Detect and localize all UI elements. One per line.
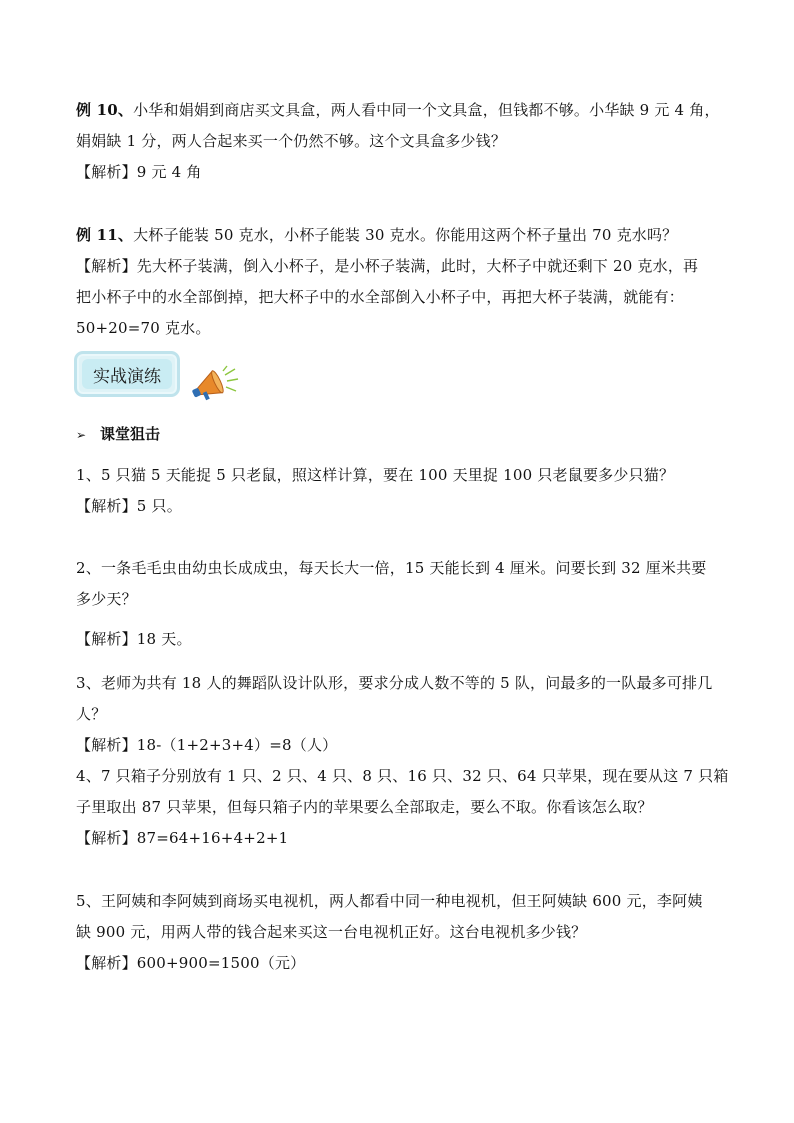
example-11-line-1 [76,225,677,245]
example-10-answer: 【解析】9 元 4 角 [76,163,202,181]
example-10-label: 例 10、 [76,101,134,119]
practice-banner [74,351,180,397]
question-3-line-2: 人？ [76,705,107,723]
question-5-answer: 【解析】600+900=1500（元） [76,954,306,972]
section-heading [76,424,160,445]
practice-banner-label: 实战演练 [82,359,172,389]
section-title: 课堂狙击 [100,425,161,443]
example-10-line-2: 娟娟缺 1 分，两人合起来买一个仍然不够。这个文具盒多少钱？ [76,132,507,150]
question-2-line-2: 多少天？ [76,590,137,608]
question-1-answer: 【解析】5 只。 [76,497,182,515]
example-11-answer-line-3: 50+20=70 克水。 [76,319,211,337]
example-11-answer-line-1: 【解析】先大杯子装满，倒入小杯子，是小杯子装满，此时，大杯子中就还剩下 20 克水，再 [76,257,699,275]
example-11-answer-line-2: 把小杯子中的水全部倒掉，把大杯子中的水全部倒入小杯子中，再把大杯子装满，就能有： [76,288,685,306]
question-5-line-1: 5、王阿姨和李阿姨到商场买电视机，两人都看中同一种电视机，但王阿姨缺 600 元，李阿姨 [76,892,703,910]
example-10-text: 小华和娟娟到商店买文具盒，两人看中同一个文具盒，但钱都不够。小华缺 9 元 4 角， [133,101,720,119]
arrow-bullet-icon: ➢ [76,428,87,442]
question-4-answer: 【解析】87=64+16+4+2+1 [76,829,289,847]
question-3-line-1: 3、老师为共有 18 人的舞蹈队设计队形，要求分成人数不等的 5 队，问最多的一队最多可排几 [76,674,713,692]
question-1-line-1: 1、5 只猫 5 天能捉 5 只老鼠，照这样计算，要在 100 天里捉 100 只老鼠要多少只猫？ [76,466,675,484]
question-2-line-1: 2、一条毛毛虫由幼虫长成成虫，每天长大一倍，15 天能长到 4 厘米。问要长到 32 厘米共要 [76,559,707,577]
megaphone-icon [189,365,239,401]
question-5-line-2: 缺 900 元，用两人带的钱合起来买这一台电视机正好。这台电视机多少钱？ [76,923,587,941]
example-10-line-1 [76,100,720,120]
question-4-line-2: 子里取出 87 只苹果，但每只箱子内的苹果要么全部取走，要么不取。你看该怎么取？ [76,798,653,816]
question-2-answer: 【解析】18 天。 [76,630,192,648]
example-11-text: 大杯子能装 50 克水，小杯子能装 30 克水。你能用这两个杯子量出 70 克水吗？ [133,226,678,244]
example-11-label: 例 11、 [76,226,134,244]
question-3-answer: 【解析】18-（1+2+3+4）=8（人） [76,736,338,754]
question-4-line-1: 4、7 只箱子分别放有 1 只、2 只、4 只、8 只、16 只、32 只、64 只苹果，现在要从这 7 只箱 [76,767,729,785]
